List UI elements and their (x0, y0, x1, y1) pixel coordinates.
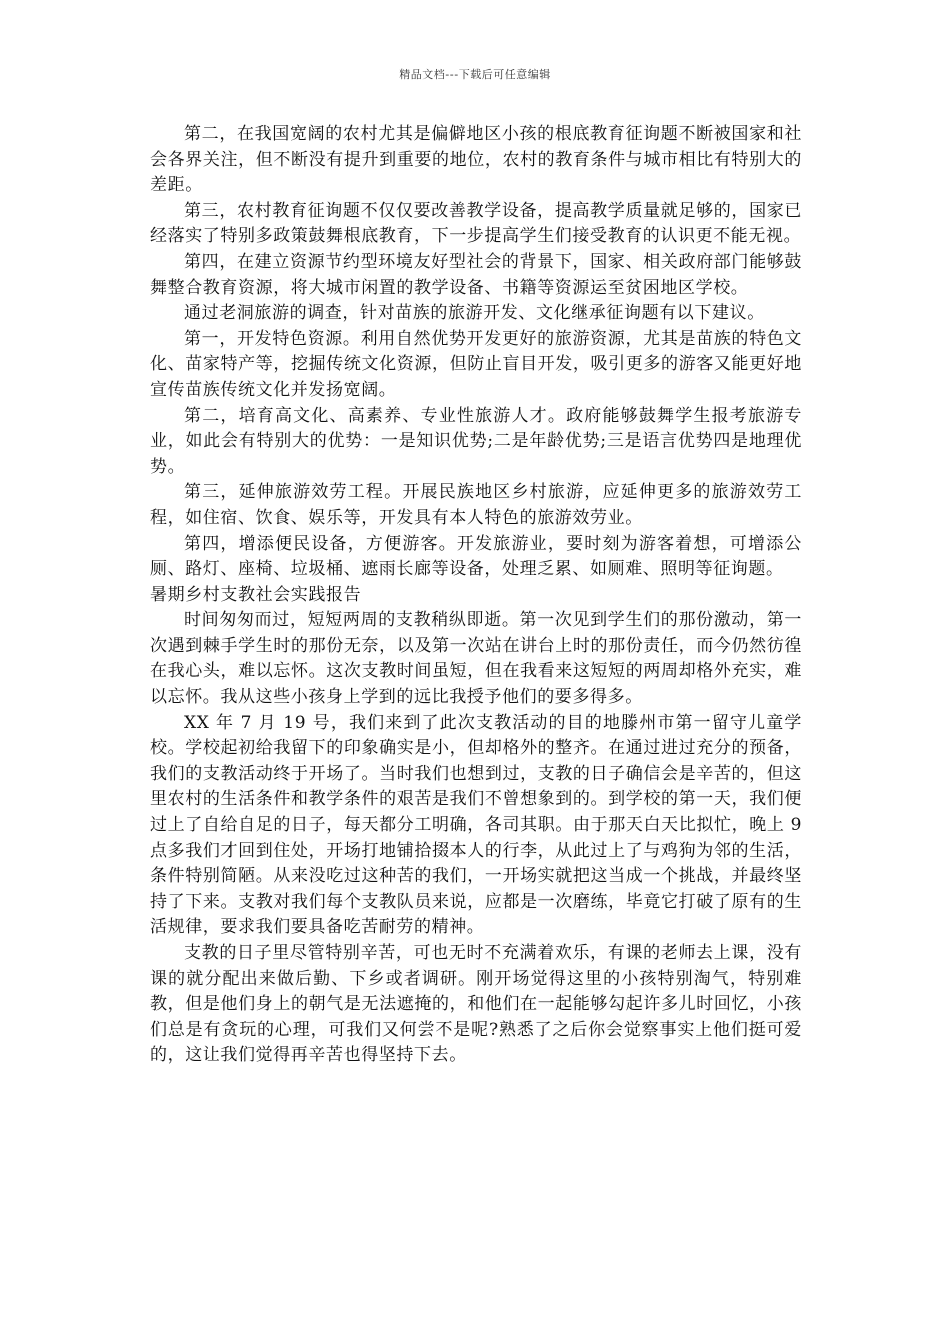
document-body (150, 122, 802, 1069)
paragraph: 第三，农村教育征询题不仅仅要改善教学设备，提高教学质量就足够的，国家已经落实了特别多政策鼓舞根底教育，下一步提高学生们接受教育的认识更不能无视。 (150, 200, 802, 247)
section-title: 暑期乡村支教社会实践报告 (150, 584, 362, 605)
paragraph: 第四，在建立资源节约型环境友好型社会的背景下，国家、相关政府部门能够鼓舞整合教育资源，将大城市闲置的教学设备、书籍等资源运至贫困地区学校。 (150, 251, 802, 298)
paragraph: 第二，培育高文化、高素养、专业性旅游人才。政府能够鼓舞学生报考旅游专业，如此会有特别大的优势：一是知识优势;二是年龄优势;三是语言优势四是地理优势。 (150, 405, 802, 477)
paragraph: 第一，开发特色资源。利用自然优势开发更好的旅游资源，尤其是苗族的特色文化、苗家特产等，挖掘传统文化资源，但防止盲目开发，吸引更多的游客又能更好地宣传苗族传统文化并发扬宽阔。 (150, 328, 802, 400)
paragraph: 第三，延伸旅游效劳工程。开展民族地区乡村旅游，应延伸更多的旅游效劳工程，如住宿、饮食、娱乐等，开发具有本人特色的旅游效劳业。 (150, 482, 802, 528)
paragraph: 支教的日子里尽管特别辛苦，可也无时不充满着欢乐，有课的老师去上课，没有课的就分配出来做后勤、下乡或者调研。刚开场觉得这里的小孩特别淘气，特别难教，但是他们身上的朝气是无法遮掩的，和他们在一起能够勾起许多儿时回忆，小孩们总是有贪玩的心理，可我们又何尝不是呢?熟悉了之后你会觉察事实上他们挺可爱的，这让我们觉得再辛苦也得坚持下去。 (150, 943, 802, 1066)
paragraph: 第四，增添便民设备，方便游客。开发旅游业，要时刻为游客着想，可增添公厕、路灯、座椅、垃圾桶、遮雨长廊等设备，处理乏累、如厕难、照明等征询题。 (150, 533, 802, 580)
paragraph: XX 年 7 月 19 号，我们来到了此次支教活动的目的地滕州市第一留守儿童学校。学校起初给我留下的印象确实是小，但却格外的整齐。在通过进过充分的预备，我们的支教活动终于开场了。当时我们也想到过，支教的日子确信会是辛苦的，但这里农村的生活条件和教学条件的艰苦是我们不曾想象到的。到学校的第一天，我们便过上了自给自足的日子，每天都分工明确，各司其职。由于那天白天比拟忙，晚上 9 点多我们才回到住处，开场打地铺拾掇本人的行李，从此过上了与鸡狗为邻的生活，条件特别简陋。从来没吃过这种苦的我们，一开场实就把这当成一个挑战，并最终坚持了下来。支教对我们每个支教队员来说，应都是一次磨练，毕竟它打破了原有的生活规律，要求我们要具备吃苦耐劳的精神。 (150, 712, 802, 938)
paragraph: 时间匆匆而过，短短两周的支教稍纵即逝。第一次见到学生们的那份激动，第一次遇到棘手学生时的那份无奈，以及第一次站在讲台上时的那份责任，而今仍然彷徨在我心头，难以忘怀。这次支教时间虽短，但在我看来这短短的两周却格外充实，难以忘怀。我从这些小孩身上学到的远比我授予他们的要多得多。 (150, 610, 802, 708)
paragraph: 第二，在我国宽阔的农村尤其是偏僻地区小孩的根底教育征询题不断被国家和社会各界关注，但不断没有提升到重要的地位，农村的教育条件与城市相比有特别大的差距。 (150, 124, 802, 196)
page-header: 精品文档---下载后可任意编辑 (399, 68, 551, 81)
paragraph: 通过老洞旅游的调查，针对苗族的旅游开发、文化继承征询题有以下建议。 (184, 303, 765, 324)
